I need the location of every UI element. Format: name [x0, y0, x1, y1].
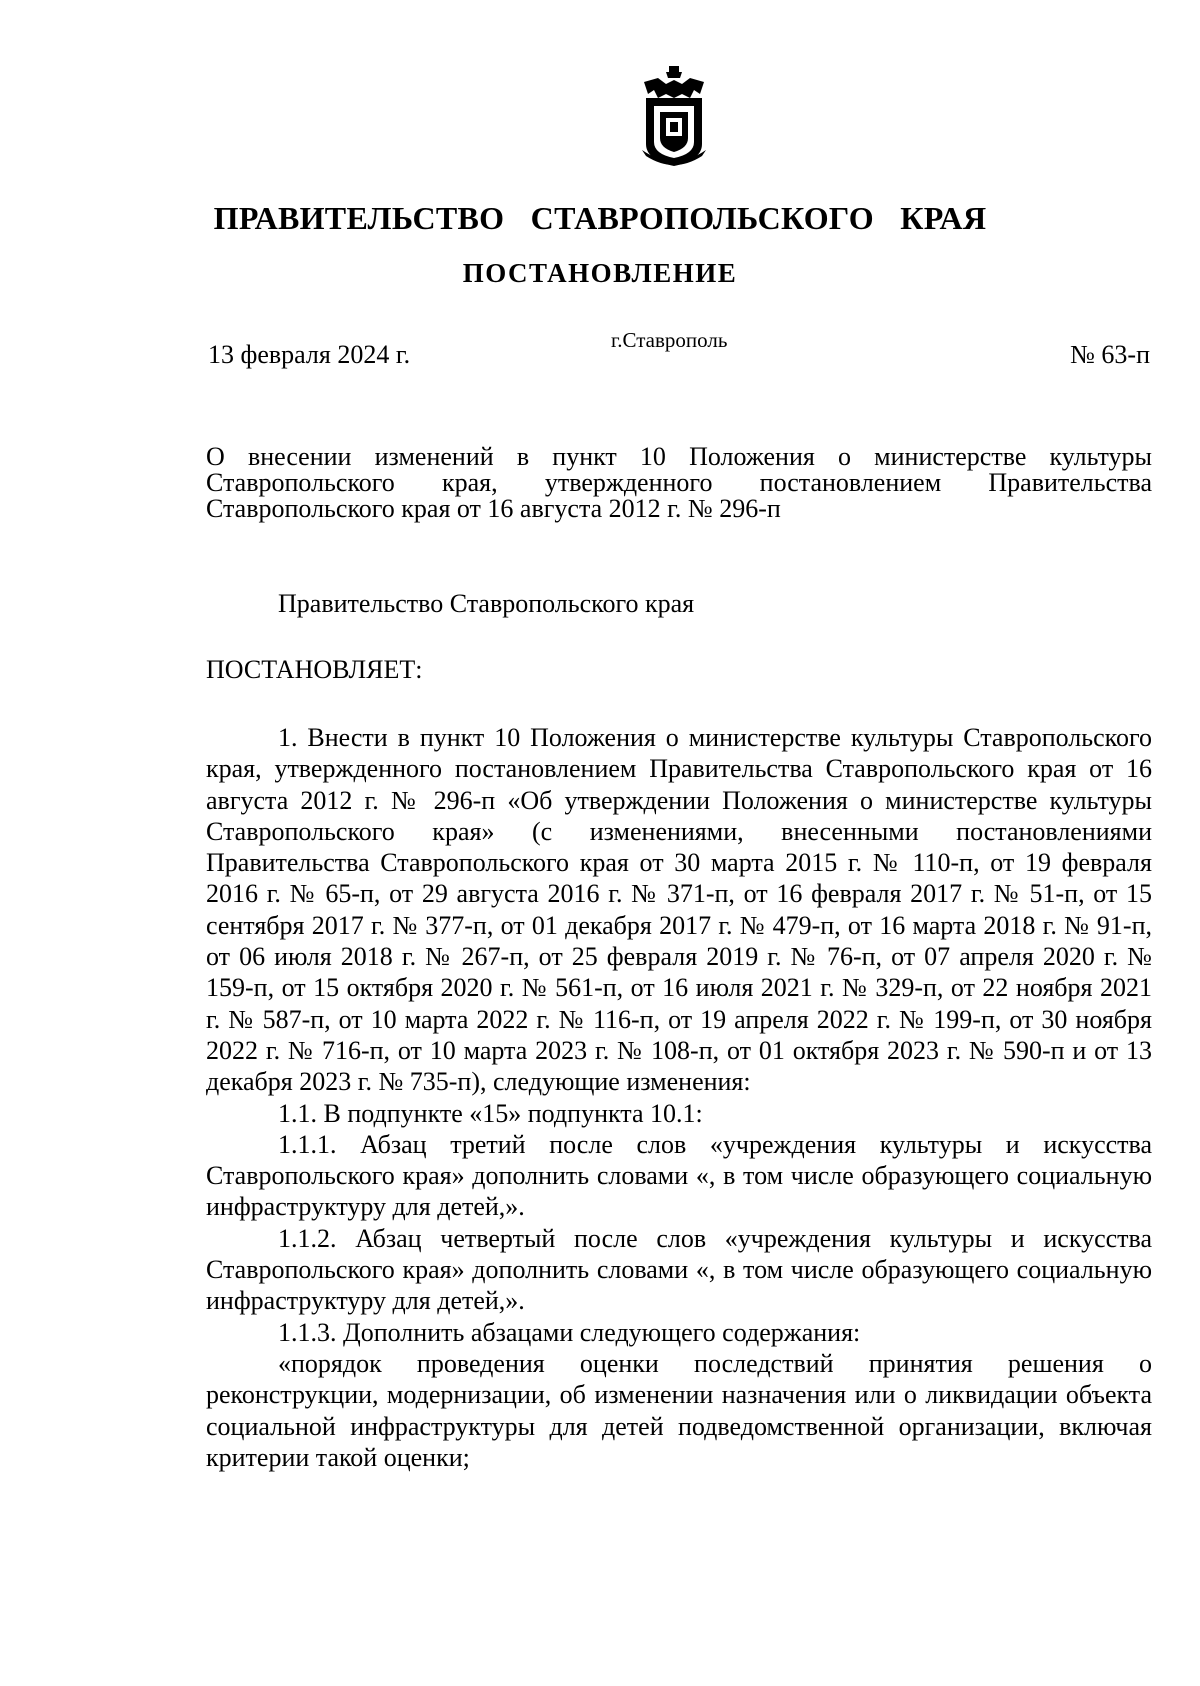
decree-text: ПОСТАНОВЛЯЕТ:	[206, 655, 423, 684]
document-number: № 63-п	[1070, 340, 1150, 369]
document-subject	[206, 444, 1152, 522]
document-city: г.Ставрополь	[611, 328, 728, 352]
paragraph-1-1: 1.1. В подпункте «15» подпункта 10.1:	[278, 1098, 703, 1128]
document-type: ПОСТАНОВЛЕНИЕ	[462, 258, 738, 288]
paragraph-quote: «порядок проведения оценки последствий принятия решения о реконструкции, модернизации, об изменении назначения или о ликвидации объекта социальной инфраструктуры для детей подведомственной организации, включая критерии такой оценки;	[206, 1348, 1152, 1472]
subject-text: О внесении изменений в пункт 10 Положения о министерстве культуры Ставропольского края, утвержденного постановлением Правительства Ставропольского края от 16 августа 2012 г. № 296-п	[206, 442, 1152, 523]
coat-of-arms-emblem	[636, 64, 712, 168]
government-title: ПРАВИТЕЛЬСТВО СТАВРОПОЛЬСКОГО КРАЯ	[213, 200, 987, 236]
paragraph-1-1-1: 1.1.1. Абзац третий после слов «учреждения культуры и искусства Ставропольского края» дополнить словами «, в том числе образующего социальную инфраструктуру для детей,».	[206, 1129, 1152, 1222]
decree-heading	[206, 654, 1152, 685]
paragraph-1-1-3: 1.1.3. Дополнить абзацами следующего содержания:	[278, 1317, 861, 1347]
paragraph-1: 1. Внести в пункт 10 Положения о министерстве культуры Ставропольского края, утвержденного постановлением Правительства Ставропольского края от 16 августа 2012 г. № 296-п «Об утверждении Положения о министерстве культуры Ставропольского края» (с изменениями, внесенными постановлениями Правительства Ставропольского края от 30 марта 2015 г. № 110-п, от 19 февраля 2016 г. № 65-п, от 29 августа 2016 г. № 371-п, от 16 февраля 2017 г. № 51-п, от 15 сентября 2017 г. № 377-п, от 01 декабря 2017 г. № 479-п, от 16 марта 2018 г. № 91-п, от 06 июля 2018 г. № 267-п, от 25 февраля 2019 г. № 76-п, от 07 апреля 2020 г. № 159-п, от 15 октября 2020 г. № 561-п, от 16 июля 2021 г. № 329-п, от 22 ноября 2021 г. № 587-п, от 10 марта 2022 г. № 116-п, от 19 апреля 2022 г. № 199-п, от 30 ноября 2022 г. № 716-п, от 10 марта 2023 г. № 108-п, от 01 октября 2023 г. № 590-п и от 13 декабря 2023 г. № 735-п), следующие изменения:	[206, 723, 1152, 1097]
document-body	[206, 722, 1152, 1473]
preamble	[206, 588, 1152, 619]
paragraph-1-1-2: 1.1.2. Абзац четвертый после слов «учреждения культуры и искусства Ставропольского края» дополнить словами «, в том числе образующего социальную инфраструктуру для детей,».	[206, 1223, 1152, 1316]
document-date: 13 февраля 2024 г.	[208, 340, 411, 369]
preamble-text: Правительство Ставропольского края	[278, 589, 695, 618]
